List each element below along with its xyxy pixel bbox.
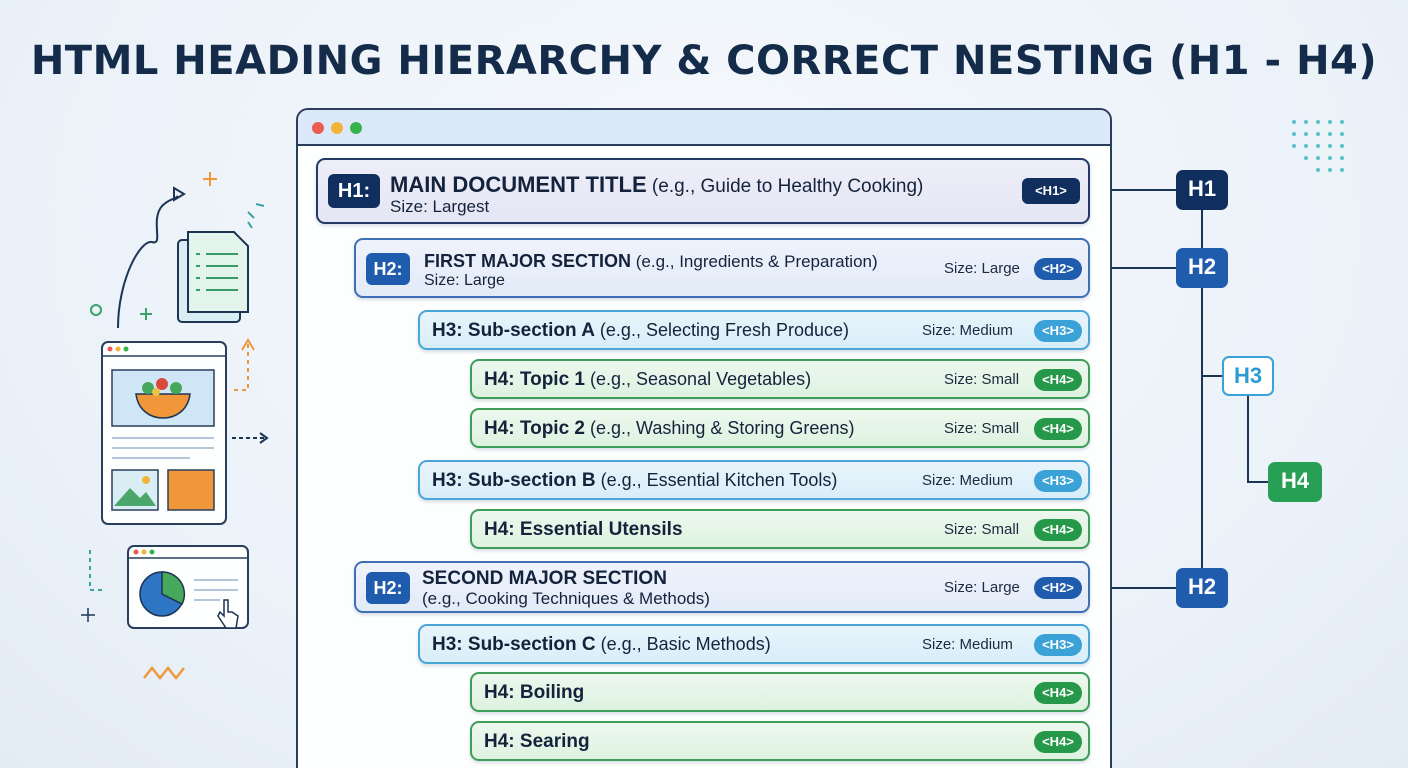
- h4-row-topic-1: [470, 359, 1090, 399]
- left-illustration: [70, 160, 280, 690]
- h4-size: Size: Small: [944, 521, 1020, 538]
- h2-tag: <H2>: [1034, 577, 1082, 599]
- h4-label: H4: Topic 2 (e.g., Washing & Storing Greens): [484, 418, 855, 439]
- h4-row-boiling: [470, 672, 1090, 712]
- h3-label: H3: Sub-section C (e.g., Basic Methods): [432, 634, 771, 655]
- hierarchy-h2-node-second: H2: [1176, 568, 1228, 608]
- h3-tag: <H3>: [1034, 470, 1082, 492]
- h4-label: H4: Topic 1 (e.g., Seasonal Vegetables): [484, 369, 812, 390]
- hierarchy-h4-node: H4: [1268, 462, 1322, 502]
- h4-row-topic-2: [470, 408, 1090, 448]
- h1-row: [316, 158, 1090, 224]
- hierarchy-h1-node: H1: [1176, 170, 1228, 210]
- h4-label: H4: Searing: [484, 731, 590, 752]
- h3-tag: <H3>: [1034, 634, 1082, 656]
- h2-row-second: [354, 561, 1090, 613]
- h4-tag: <H4>: [1034, 682, 1082, 704]
- h2-label: SECOND MAJOR SECTION: [422, 568, 667, 589]
- dot-grid-icon: [1290, 118, 1360, 188]
- page-title: HTML HEADING HIERARCHY & CORRECT NESTING (H1 - H4): [30, 38, 1378, 84]
- h3-row-a: [418, 310, 1090, 350]
- h3-tag: <H3>: [1034, 320, 1082, 342]
- h3-row-c: [418, 624, 1090, 664]
- h4-label: H4: Essential Utensils: [484, 519, 683, 540]
- h4-tag: <H4>: [1034, 369, 1082, 391]
- h2-row-first: [354, 238, 1090, 298]
- h4-row-searing: [470, 721, 1090, 761]
- image-icon: [112, 470, 158, 510]
- webpage-icon: [102, 342, 226, 524]
- maximize-dot-icon: [350, 122, 362, 134]
- h2-badge: H2:: [366, 253, 410, 285]
- h2-size: Size: Large: [944, 260, 1020, 277]
- h3-size: Size: Medium: [922, 322, 1013, 339]
- h4-tag: <H4>: [1034, 731, 1082, 753]
- zigzag-icon: [144, 668, 184, 678]
- h1-label: MAIN DOCUMENT TITLE (e.g., Guide to Healthy Cooking): [390, 172, 924, 197]
- h4-label: H4: Boiling: [484, 682, 585, 703]
- pie-chart-icon: [140, 572, 184, 616]
- document-icon: [178, 232, 248, 322]
- close-dot-icon: [312, 122, 324, 134]
- h3-row-b: [418, 460, 1090, 500]
- h2-label: FIRST MAJOR SECTION (e.g., Ingredients & Preparation): [424, 251, 878, 271]
- h4-size: Size: Small: [944, 420, 1020, 437]
- h2-example: (e.g., Cooking Techniques & Methods): [422, 589, 710, 608]
- hierarchy-h2-node: H2: [1176, 248, 1228, 288]
- h1-size: Size: Largest: [390, 197, 490, 216]
- sparkle-icon: [140, 308, 152, 320]
- h2-badge: H2:: [366, 572, 410, 604]
- hierarchy-h3-node: H3: [1222, 356, 1274, 396]
- h4-row-utensils: [470, 509, 1090, 549]
- h4-tag: <H4>: [1034, 418, 1082, 440]
- h3-size: Size: Medium: [922, 472, 1013, 489]
- h2-size-line: Size: Large: [424, 272, 505, 289]
- window-titlebar: [298, 110, 1110, 146]
- minimize-dot-icon: [331, 122, 343, 134]
- h2-size: Size: Large: [944, 579, 1020, 596]
- h2-tag: <H2>: [1034, 258, 1082, 280]
- h3-label: H3: Sub-section A (e.g., Selecting Fresh Produce): [432, 320, 850, 341]
- h1-tag: <H1>: [1022, 178, 1080, 204]
- h4-tag: <H4>: [1034, 519, 1082, 541]
- h3-size: Size: Medium: [922, 636, 1013, 653]
- h3-label: H3: Sub-section B (e.g., Essential Kitchen Tools): [432, 470, 838, 491]
- h4-size: Size: Small: [944, 371, 1020, 388]
- h1-badge: H1:: [328, 174, 380, 208]
